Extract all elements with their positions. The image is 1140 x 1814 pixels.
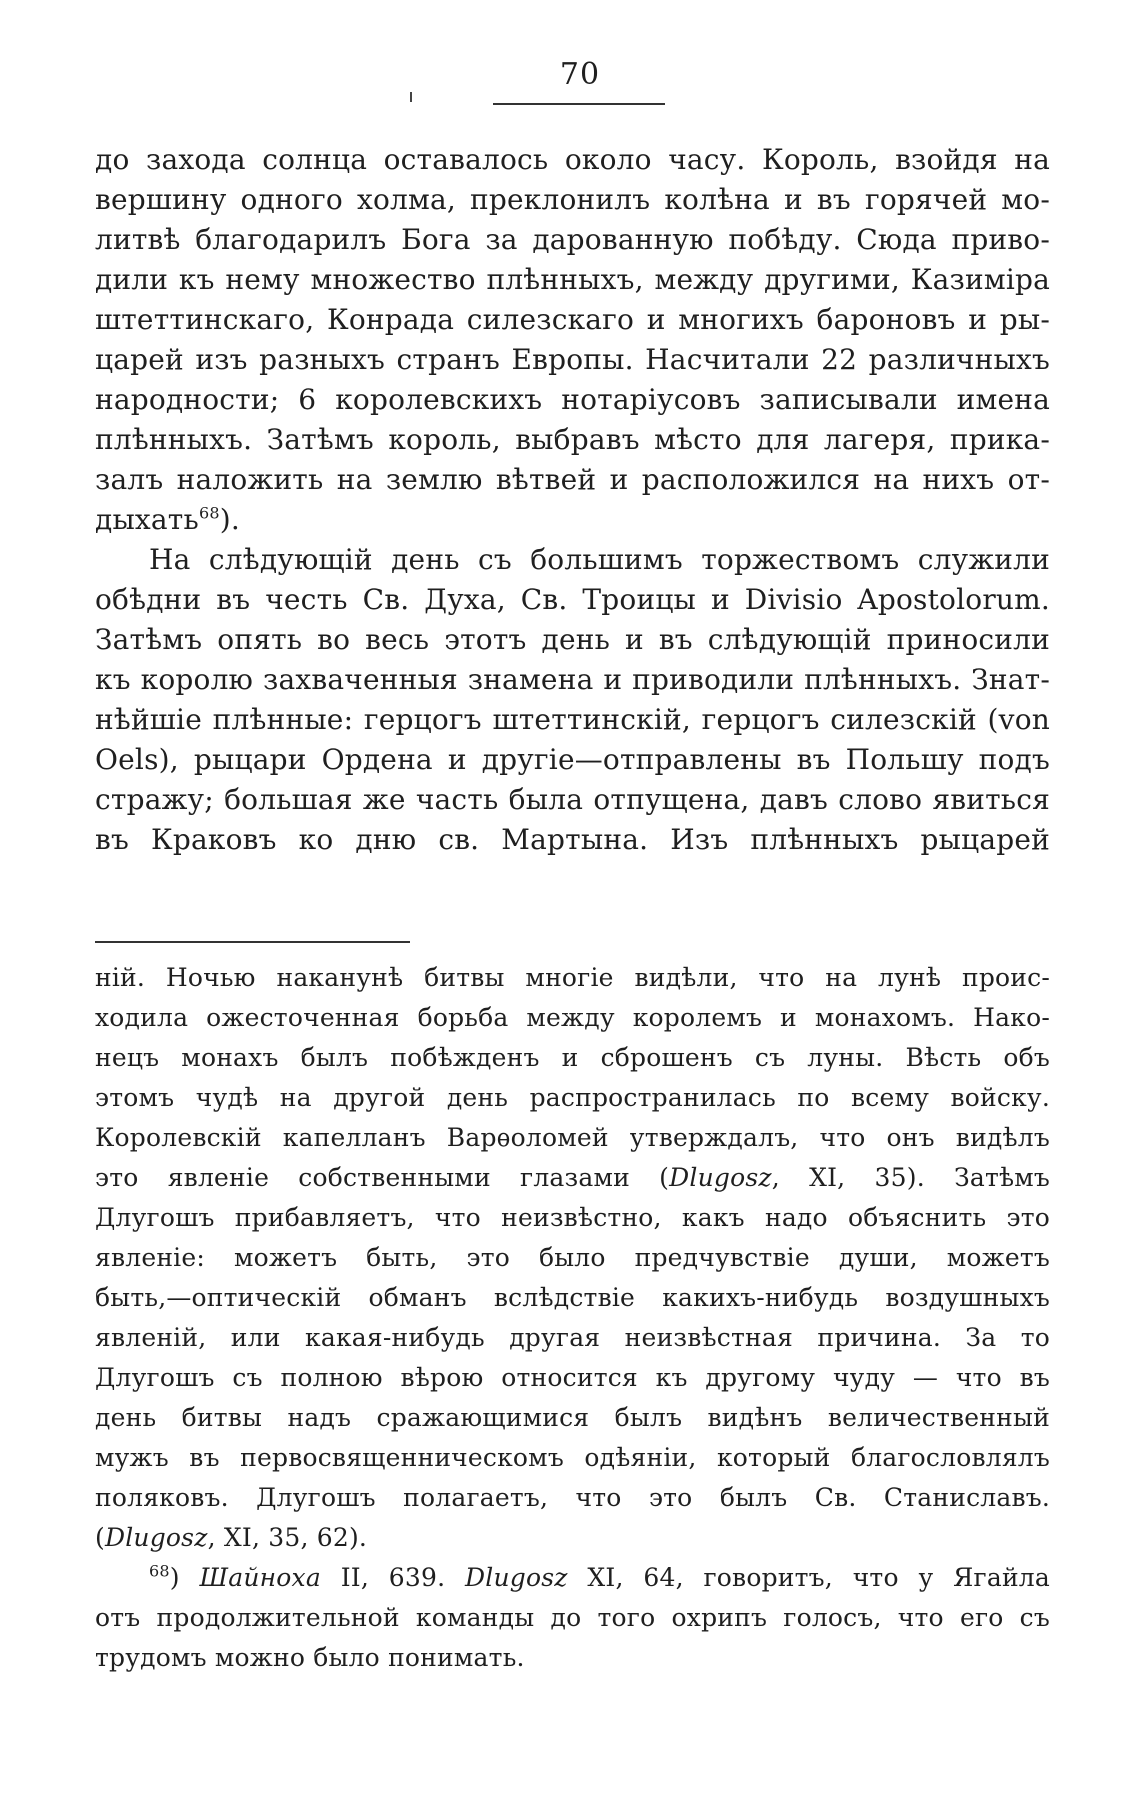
print-mark xyxy=(410,92,412,102)
footnote-line: ній. Ночью наканунѣ битвы многіе видѣли, что на лунѣ проис- xyxy=(95,963,1050,992)
footnote-line: поляковъ. Длугошъ полагаетъ, что это былъ Св. Станиславъ. xyxy=(95,1483,1050,1512)
text-line: дили къ нему множество плѣнныхъ, между другими, Казиміра xyxy=(95,263,1050,296)
footnote-68-line xyxy=(95,1558,1050,1598)
footnote-line: нецъ монахъ былъ побѣжденъ и сброшенъ съ луны. Вѣсть объ xyxy=(95,1043,1050,1072)
text-line: въ Краковъ ко дню св. Мартына. Изъ плѣнныхъ рыцарей xyxy=(95,823,1050,856)
text-line xyxy=(95,500,1050,540)
text-line: штеттинскаго, Конрада силезскаго и многихъ бароновъ и ры- xyxy=(95,303,1050,336)
text-fragment: , XI, 35). Затѣмъ xyxy=(771,1163,1050,1192)
text-line: Oels), рыцари Ордена и другіе—отправлены въ Польшу подъ xyxy=(95,743,1050,776)
footnote-line: ходила ожесточенная борьба между королемъ и монахомъ. Нако- xyxy=(95,1003,1050,1032)
text-line: до захода солнца оставалось около часу. Король, взойдя на xyxy=(95,143,1050,176)
text-line: На слѣдующій день съ большимъ торжествомъ служили xyxy=(149,543,1050,576)
author-name: Dlugosz xyxy=(104,1523,208,1552)
text-line: вершину одного холма, преклонилъ колѣна и въ горячей мо- xyxy=(95,183,1050,216)
text-line: царей изъ разныхъ странъ Европы. Насчитали 22 различныхъ xyxy=(95,343,1050,376)
author-name: Dlugosz xyxy=(669,1163,772,1192)
text-line: нѣйшіе плѣнные: герцогъ штеттинскій, герцогъ силезскій (von xyxy=(95,703,1050,736)
text-line: литвѣ благодарилъ Бога за дарованную побѣду. Сюда приво- xyxy=(95,223,1050,256)
footnote-68-line: трудомъ можно было понимать. xyxy=(95,1643,525,1672)
text-fragment: , XI, 35, 62). xyxy=(207,1523,368,1552)
footnotes xyxy=(95,958,1050,1678)
footnote-separator xyxy=(95,941,410,943)
footnote-line: Королевскій капелланъ Варѳоломей утверждалъ, что онъ видѣлъ xyxy=(95,1123,1050,1152)
footnote-line: Длугошъ прибавляетъ, что неизвѣстно, какъ надо объяснить это xyxy=(95,1203,1050,1232)
text-fragment: II, 639. xyxy=(320,1563,466,1592)
footnote-line: быть,—оптическій обманъ вслѣдствіе какихъ-нибудь воздушныхъ xyxy=(95,1283,1050,1312)
footnote-line: мужъ въ первосвященническомъ одѣяніи, который благословлялъ xyxy=(95,1443,1050,1472)
text-line: плѣнныхъ. Затѣмъ король, выбравъ мѣсто для лагеря, прика- xyxy=(95,423,1050,456)
footnote-line: день битвы надъ сражающимися былъ видѣнъ величественный xyxy=(95,1403,1050,1432)
footnote-68-line: отъ продолжительной команды до того охрипъ голосъ, что его съ xyxy=(95,1603,1050,1632)
footnote-line: явленій, или какая-нибудь другая неизвѣстная причина. За то xyxy=(95,1323,1050,1352)
footnote-number: 68 xyxy=(149,1561,170,1581)
footnote-line xyxy=(95,1158,1050,1198)
footnote-reference: 68 xyxy=(198,503,220,523)
text-line: къ королю захваченныя знамена и приводили плѣнныхъ. Знат- xyxy=(95,663,1050,696)
footnote-line: этомъ чудѣ на другой день распространилась по всему войску. xyxy=(95,1083,1050,1112)
text-fragment: ( xyxy=(95,1523,105,1552)
text-fragment: дыхать xyxy=(95,503,199,536)
text-line: Затѣмъ опять во весь этотъ день и въ слѣдующій приносили xyxy=(95,623,1050,656)
text-fragment: ). xyxy=(219,503,240,536)
text-fragment: ) xyxy=(169,1563,180,1592)
text-fragment: XI, 64, говоритъ, что у Ягайла xyxy=(567,1563,1050,1592)
text-line: залъ наложить на землю вѣтвей и расположился на нихъ от- xyxy=(95,463,1050,496)
header-rule xyxy=(493,103,665,105)
text-line: народности; 6 королевскихъ нотаріусовъ записывали имена xyxy=(95,383,1050,416)
main-text xyxy=(95,140,1050,860)
author-name: Dlugosz xyxy=(465,1563,568,1592)
text-line: обѣдни въ честь Св. Духа, Св. Троицы и Divisio Apostolorum. xyxy=(95,583,1050,616)
source-name: Шайноха xyxy=(199,1563,321,1592)
text-fragment: это явленіе собственными глазами ( xyxy=(95,1163,670,1192)
footnote-line: Длугошъ съ полною вѣрою относится къ другому чуду — что въ xyxy=(95,1363,1050,1392)
text-line: стражу; большая же часть была отпущена, давъ слово явиться xyxy=(95,783,1050,816)
page-number: 70 xyxy=(559,57,601,92)
footnote-line: явленіе: можетъ быть, это было предчувствіе души, можетъ xyxy=(95,1243,1050,1272)
footnote-line xyxy=(95,1518,1050,1558)
